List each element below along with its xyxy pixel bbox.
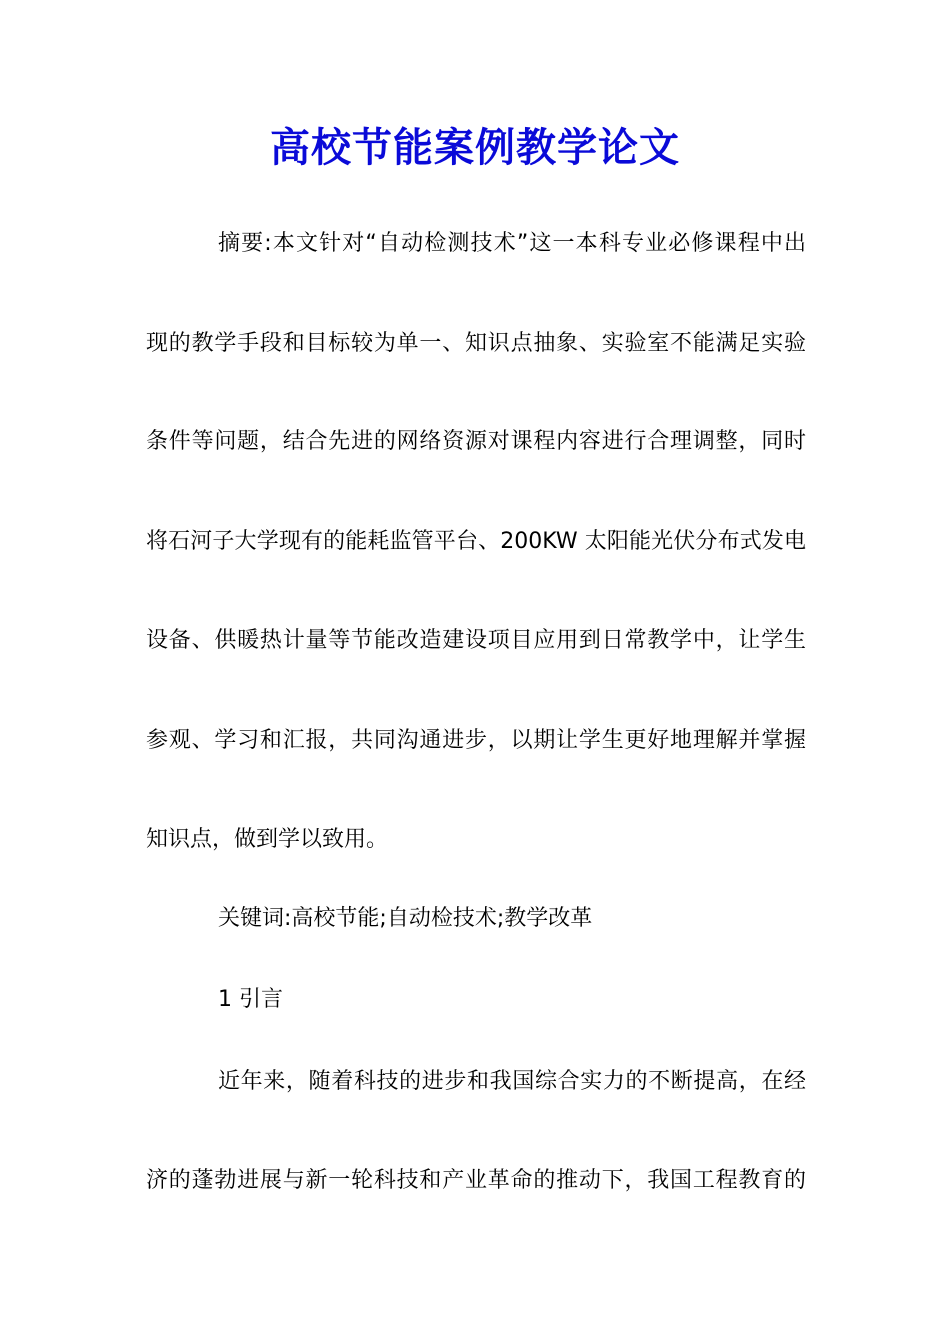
abstract-line-4: 将石河子大学现有的能耗监管平台、200KW 太阳能光伏分布式发电 <box>146 529 806 554</box>
intro-line-2: 济的蓬勃进展与新一轮科技和产业革命的推动下，我国工程教育的 <box>146 1168 806 1193</box>
keywords-line: 关键词:高校节能;自动检技术;教学改革 <box>218 906 593 931</box>
abstract-line-3: 条件等问题，结合先进的网络资源对课程内容进行合理调整，同时 <box>146 429 806 454</box>
abstract-line-2: 现的教学手段和目标较为单一、知识点抽象、实验室不能满足实验 <box>146 331 806 356</box>
section-heading: 1 引言 <box>218 987 283 1012</box>
abstract-line-6: 参观、学习和汇报，共同沟通进步，以期让学生更好地理解并掌握 <box>146 728 806 753</box>
abstract-line-1: 摘要:本文针对“自动检测技术”这一本科专业必修课程中出 <box>218 231 806 256</box>
abstract-line-7: 知识点，做到学以致用。 <box>146 827 389 852</box>
abstract-line-5: 设备、供暖热计量等节能改造建设项目应用到日常教学中，让学生 <box>146 628 806 653</box>
intro-line-1: 近年来，随着科技的进步和我国综合实力的不断提高，在经 <box>218 1069 806 1094</box>
document-title: 高校节能案例教学论文 <box>270 124 680 171</box>
